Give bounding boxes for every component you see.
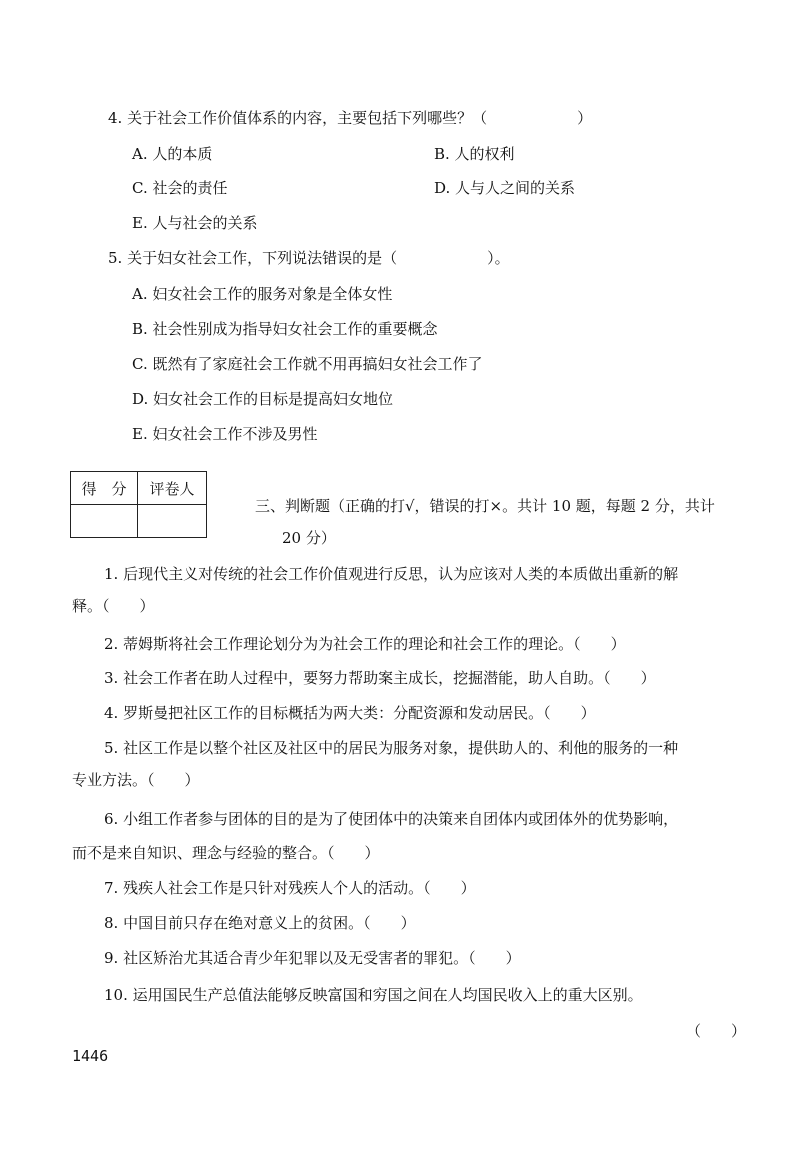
q5-option-e: E. 妇女社会工作不涉及男性 bbox=[132, 425, 318, 443]
tf-q5-cont: 专业方法。（ ） bbox=[72, 771, 200, 789]
q4-option-d: D. 人与人之间的关系 bbox=[434, 179, 576, 197]
score-header: 得 分 bbox=[71, 472, 138, 505]
score-box bbox=[70, 471, 207, 538]
grader-header: 评卷人 bbox=[138, 472, 207, 505]
q4-option-a: A. 人的本质 bbox=[132, 145, 213, 163]
q5-stem: 5. 关于妇女社会工作，下列说法错误的是（ ）。 bbox=[108, 249, 510, 267]
tf-q6: 6. 小组工作者参与团体的目的是为了使团体中的决策来自团体内或团体外的优势影响， bbox=[104, 810, 679, 828]
tf-q1-cont: 释。（ ） bbox=[72, 597, 155, 615]
tf-q9: 9. 社区矫治尤其适合青少年犯罪以及无受害者的罪犯。（ ） bbox=[104, 949, 521, 967]
q4-option-b: B. 人的权利 bbox=[434, 145, 515, 163]
page-number: 1446 bbox=[72, 1047, 109, 1065]
tf-q10: 10. 运用国民生产总值法能够反映富国和穷国之间在人均国民收入上的重大区别。 bbox=[104, 986, 643, 1004]
q4-option-c: C. 社会的责任 bbox=[132, 179, 228, 197]
q5-option-b: B. 社会性别成为指导妇女社会工作的重要概念 bbox=[132, 320, 438, 338]
tf-q1: 1. 后现代主义对传统的社会工作价值观进行反思，认为应该对人类的本质做出重新的解 bbox=[104, 565, 679, 583]
tf-q8: 8. 中国目前只存在绝对意义上的贫困。（ ） bbox=[104, 914, 416, 932]
q4-option-e: E. 人与社会的关系 bbox=[132, 214, 258, 232]
q5-option-c: C. 既然有了家庭社会工作就不用再搞妇女社会工作了 bbox=[132, 355, 483, 373]
tf-q7: 7. 残疾人社会工作是只针对残疾人个人的活动。（ ） bbox=[104, 879, 476, 897]
tf-q4: 4. 罗斯曼把社区工作的目标概括为两大类：分配资源和发动居民。（ ） bbox=[104, 704, 596, 722]
grader-cell[interactable] bbox=[138, 505, 207, 538]
tf-q2: 2. 蒂姆斯将社会工作理论划分为为社会工作的理论和社会工作的理论。（ ） bbox=[104, 635, 626, 653]
score-cell[interactable] bbox=[71, 505, 138, 538]
tf-q10-answer: （ ） bbox=[686, 1022, 747, 1040]
q4-stem: 4. 关于社会工作价值体系的内容，主要包括下列哪些？（ ） bbox=[108, 109, 593, 127]
tf-q6-cont: 而不是来自知识、理念与经验的整合。（ ） bbox=[72, 844, 380, 862]
tf-q5: 5. 社区工作是以整个社区及社区中的居民为服务对象，提供助人的、利他的服务的一种 bbox=[104, 739, 679, 757]
section3-title-cont: 20 分） bbox=[282, 529, 336, 547]
section3-title: 三、判断题（正确的打√，错误的打×。共计 10 题，每题 2 分，共计 bbox=[255, 497, 715, 515]
q5-option-d: D. 妇女社会工作的目标是提高妇女地位 bbox=[132, 390, 394, 408]
tf-q3: 3. 社会工作者在助人过程中，要努力帮助案主成长，挖掘潜能，助人自助。（ ） bbox=[104, 669, 656, 687]
q5-option-a: A. 妇女社会工作的服务对象是全体女性 bbox=[132, 285, 393, 303]
